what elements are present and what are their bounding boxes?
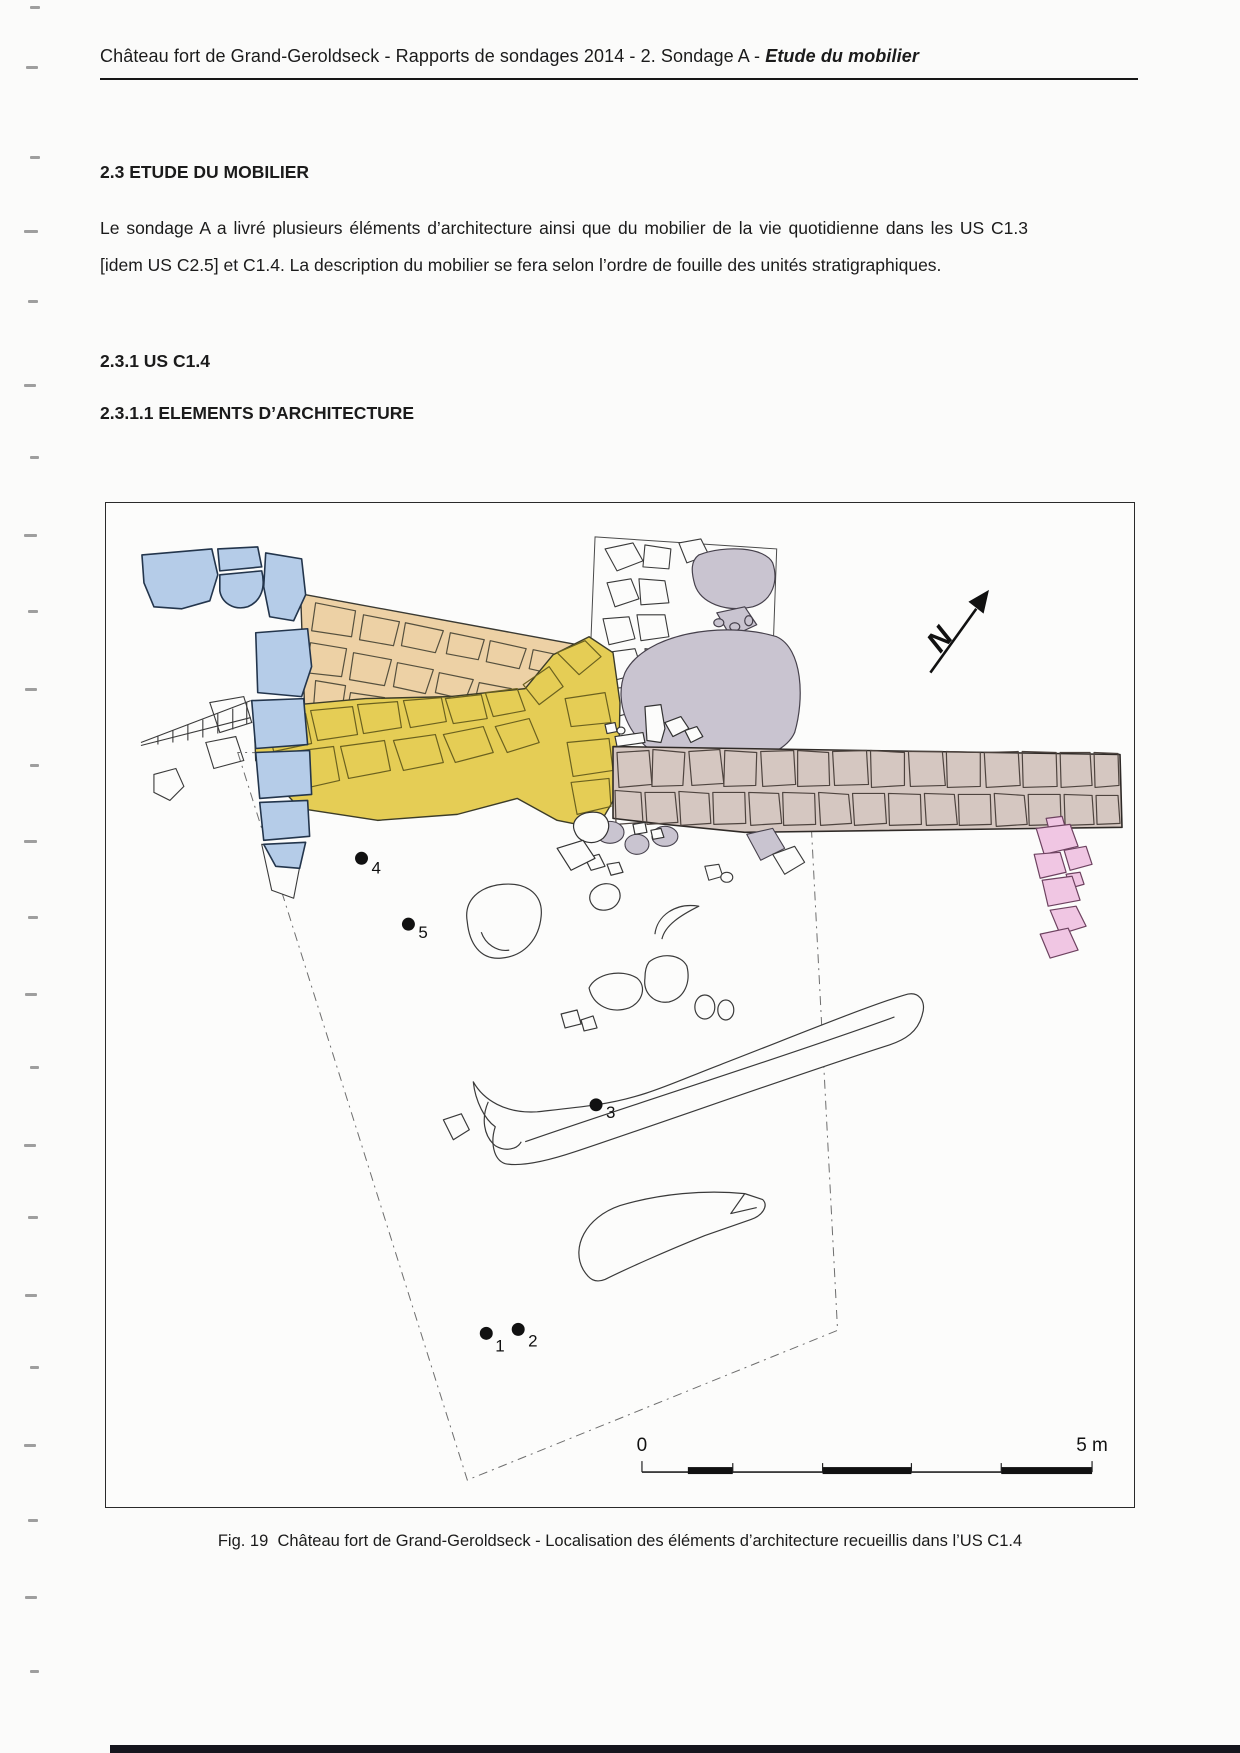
site-plan [106, 503, 1134, 1507]
scale-start-label: 0 [636, 1435, 648, 1457]
point-label-2: 2 [528, 1331, 538, 1351]
body-paragraph: Le sondage A a livré plusieurs éléments d’architecture ainsi que du mobilier de la vie quotidienne dans les US C1.3 [idem US C2.5] et C1.4. La description du mobilier se fera selon l’ordre de fouille des unités stratigraphiques. [100, 218, 1028, 275]
page-header [100, 46, 1138, 80]
point-marker-2 [512, 1323, 538, 1350]
scale-bar [637, 1435, 1108, 1474]
north-label: N [920, 620, 960, 659]
wedge-section-line [141, 697, 252, 801]
long-wall [613, 747, 1122, 833]
point-marker-1 [480, 1327, 505, 1355]
north-arrow [920, 591, 988, 673]
header-title-emphasis: Etude du mobilier [765, 46, 919, 66]
point-label-3: 3 [606, 1102, 616, 1122]
figure-caption: Fig. 19 Château fort de Grand-Geroldseck - Localisation des éléments d’architecture recueillis dans l’US C1.4 [217, 1532, 1023, 1550]
blue-wall [142, 547, 312, 898]
point-marker-4 [355, 852, 381, 877]
rock-outlines [443, 758, 923, 1280]
scale-end-label: 5 m [1076, 1435, 1108, 1457]
pink-stones [1034, 816, 1092, 958]
point-label-4: 4 [371, 858, 381, 878]
point-label-5: 5 [418, 923, 428, 943]
rubble-below-wall [596, 821, 805, 882]
scan-bottom-edge [110, 1745, 1240, 1753]
section-heading-2-3: 2.3 ETUDE DU MOBILIER [100, 162, 310, 182]
figure-frame [105, 502, 1135, 1508]
section-heading-2-3-1: 2.3.1 US C1.4 [100, 351, 210, 371]
section-heading-2-3-1-1: 2.3.1.1 ELEMENTS D’ARCHITECTURE [100, 403, 415, 423]
header-title: Château fort de Grand-Geroldseck - Rapports de sondages 2014 - 2. Sondage A - [100, 46, 766, 66]
point-label-1: 1 [495, 1336, 505, 1356]
point-marker-5 [402, 918, 428, 942]
